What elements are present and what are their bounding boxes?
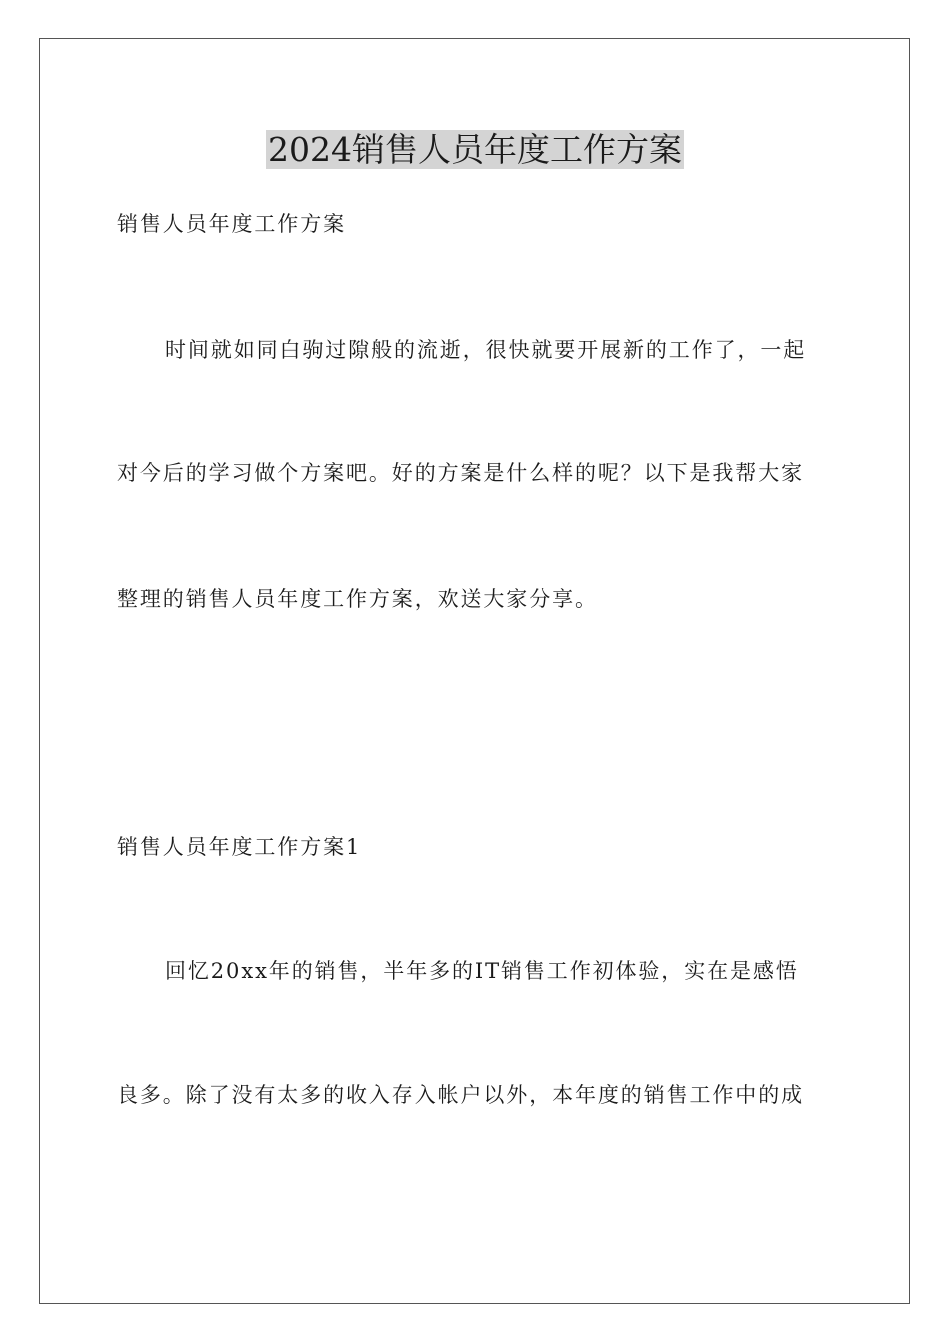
document-heading: 销售人员年度工作方案 (117, 212, 346, 236)
paragraph-line: 对今后的学习做个方案吧。好的方案是什么样的呢？以下是我帮大家 (117, 461, 804, 485)
paragraph-line: 时间就如同白驹过隙般的流逝，很快就要开展新的工作了，一起 (165, 338, 807, 362)
section-heading: 销售人员年度工作方案1 (117, 835, 362, 859)
paragraph-line: 回忆20xx年的销售，半年多的IT销售工作初体验，实在是感悟 (165, 959, 799, 983)
document-title: 2024销售人员年度工作方案 (268, 130, 682, 169)
paragraph-line: 良多。除了没有太多的收入存入帐户以外，本年度的销售工作中的成 (117, 1083, 804, 1107)
paragraph-line: 整理的销售人员年度工作方案，欢送大家分享。 (117, 587, 598, 611)
